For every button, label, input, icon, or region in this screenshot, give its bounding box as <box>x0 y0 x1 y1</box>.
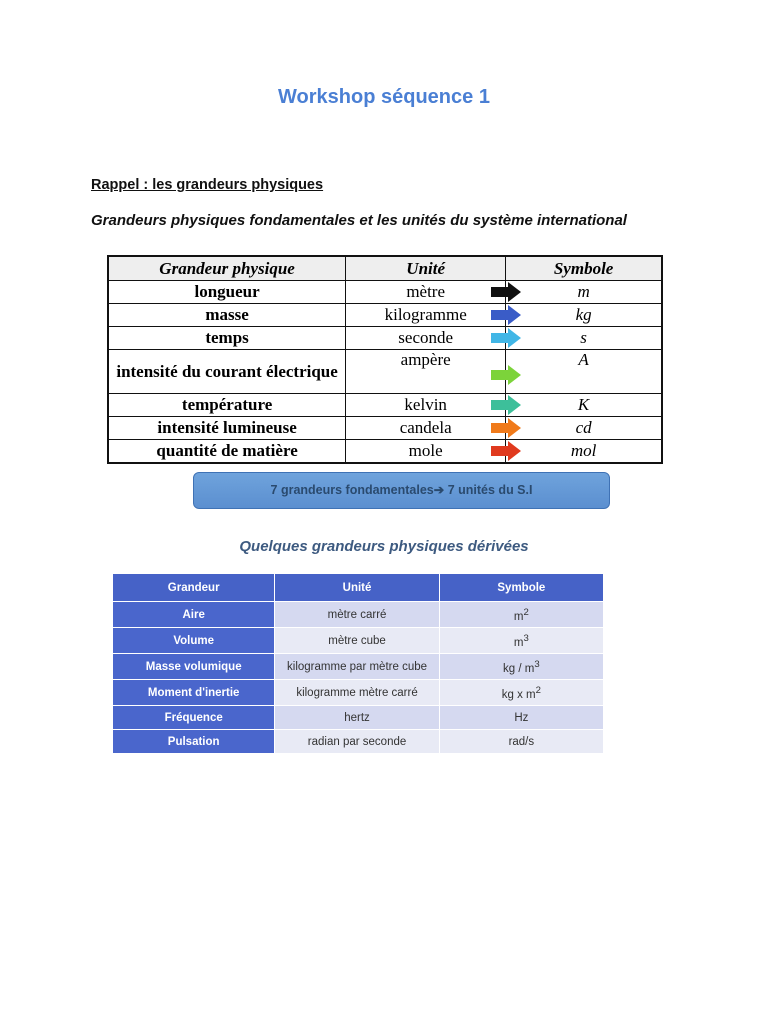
arrow-icon <box>490 418 522 438</box>
symbole-base: m <box>513 610 524 623</box>
table-header-row <box>108 256 662 281</box>
header-grandeur: Grandeur <box>113 574 275 602</box>
arrow-icon <box>490 365 522 385</box>
table-row <box>113 706 604 730</box>
grandeur-cell: Volume <box>113 628 275 654</box>
unite-cell <box>346 394 506 417</box>
unite-label: mole <box>408 440 443 460</box>
table-row <box>108 304 662 327</box>
table-row <box>113 654 604 680</box>
unite-cell: mètre carré <box>275 602 439 628</box>
grandeur-cell: quantité de matière <box>108 440 346 463</box>
symbole-cell <box>439 706 603 730</box>
table-row <box>108 440 662 463</box>
arrow-icon <box>490 441 522 461</box>
header-grandeur: Grandeur physique <box>108 256 346 281</box>
grandeur-cell: Masse volumique <box>113 654 275 680</box>
unite-cell: mètre cube <box>275 628 439 654</box>
symbole-cell: s <box>506 327 662 350</box>
unite-label: seconde <box>398 328 454 347</box>
symbole-base: rad/s <box>508 735 535 748</box>
symbole-cell: kg <box>506 304 662 327</box>
grandeur-cell: masse <box>108 304 346 327</box>
header-symbole: Symbole <box>506 256 662 281</box>
symbole-cell <box>439 602 603 628</box>
table-row <box>113 730 604 754</box>
symbole-base: kg x m <box>501 688 536 701</box>
page-title: Workshop séquence 1 <box>278 86 490 108</box>
symbole-base: m <box>513 636 524 649</box>
table-row <box>108 350 662 394</box>
symbole-exponent: 3 <box>523 632 529 644</box>
symbole-exponent: 2 <box>523 606 529 618</box>
unite-label: mètre <box>406 282 446 301</box>
derived-units-table <box>112 573 604 754</box>
symbole-cell: K <box>506 394 662 417</box>
unite-label: kilogramme <box>384 305 467 324</box>
unite-cell <box>346 350 506 394</box>
unite-cell <box>346 281 506 304</box>
symbole-cell: mol <box>506 440 662 463</box>
unite-cell: hertz <box>275 706 439 730</box>
derived-section-title: Quelques grandeurs physiques dérivées <box>239 538 529 555</box>
grandeur-cell: température <box>108 394 346 417</box>
arrow-icon <box>490 305 522 325</box>
symbole-cell <box>439 730 603 754</box>
unite-label: candela <box>399 418 452 437</box>
unite-label: ampère <box>400 350 451 369</box>
unite-label: kelvin <box>404 395 447 414</box>
fundamental-units-table <box>107 255 663 464</box>
symbole-exponent: 3 <box>534 658 540 670</box>
symbole-cell: m <box>506 281 662 304</box>
symbole-cell <box>439 628 603 654</box>
table-row <box>113 680 604 706</box>
table-row <box>108 394 662 417</box>
table-header-row <box>113 574 604 602</box>
grandeur-cell: Pulsation <box>113 730 275 754</box>
symbole-cell <box>439 680 603 706</box>
header-symbole: Symbole <box>439 574 603 602</box>
banner-left-text: 7 grandeurs fondamentales <box>270 483 434 497</box>
section-subtitle: Grandeurs physiques fondamentales et les unités du système international <box>91 212 627 229</box>
unite-cell: radian par seconde <box>275 730 439 754</box>
right-arrow-icon: ➔ <box>433 483 445 497</box>
unite-cell <box>346 327 506 350</box>
grandeur-cell: temps <box>108 327 346 350</box>
table-row <box>113 628 604 654</box>
unite-cell: kilogramme mètre carré <box>275 680 439 706</box>
banner-right-text: 7 unités du S.I <box>444 483 533 497</box>
table-row <box>108 281 662 304</box>
unite-cell <box>346 304 506 327</box>
arrow-icon <box>490 328 522 348</box>
unite-cell <box>346 417 506 440</box>
grandeur-cell: longueur <box>108 281 346 304</box>
grandeur-cell: intensité du courant électrique <box>108 350 346 394</box>
grandeur-cell: Aire <box>113 602 275 628</box>
grandeur-cell: Moment d'inertie <box>113 680 275 706</box>
header-unite: Unité <box>275 574 439 602</box>
symbole-cell: cd <box>506 417 662 440</box>
table-row <box>108 417 662 440</box>
unite-cell <box>346 440 506 463</box>
arrow-icon <box>490 395 522 415</box>
arrow-icon <box>490 282 522 302</box>
symbole-base: kg / m <box>503 662 535 675</box>
symbole-cell: A <box>506 350 662 394</box>
symbole-base: Hz <box>514 711 529 724</box>
section-heading-rappel: Rappel : les grandeurs physiques <box>91 177 324 193</box>
summary-banner <box>193 472 610 509</box>
symbole-cell <box>439 654 603 680</box>
grandeur-cell: Fréquence <box>113 706 275 730</box>
symbole-exponent: 2 <box>535 684 541 696</box>
table-row <box>113 602 604 628</box>
table-row <box>108 327 662 350</box>
grandeur-cell: intensité lumineuse <box>108 417 346 440</box>
unite-cell: kilogramme par mètre cube <box>275 654 439 680</box>
header-unite: Unité <box>346 256 506 281</box>
